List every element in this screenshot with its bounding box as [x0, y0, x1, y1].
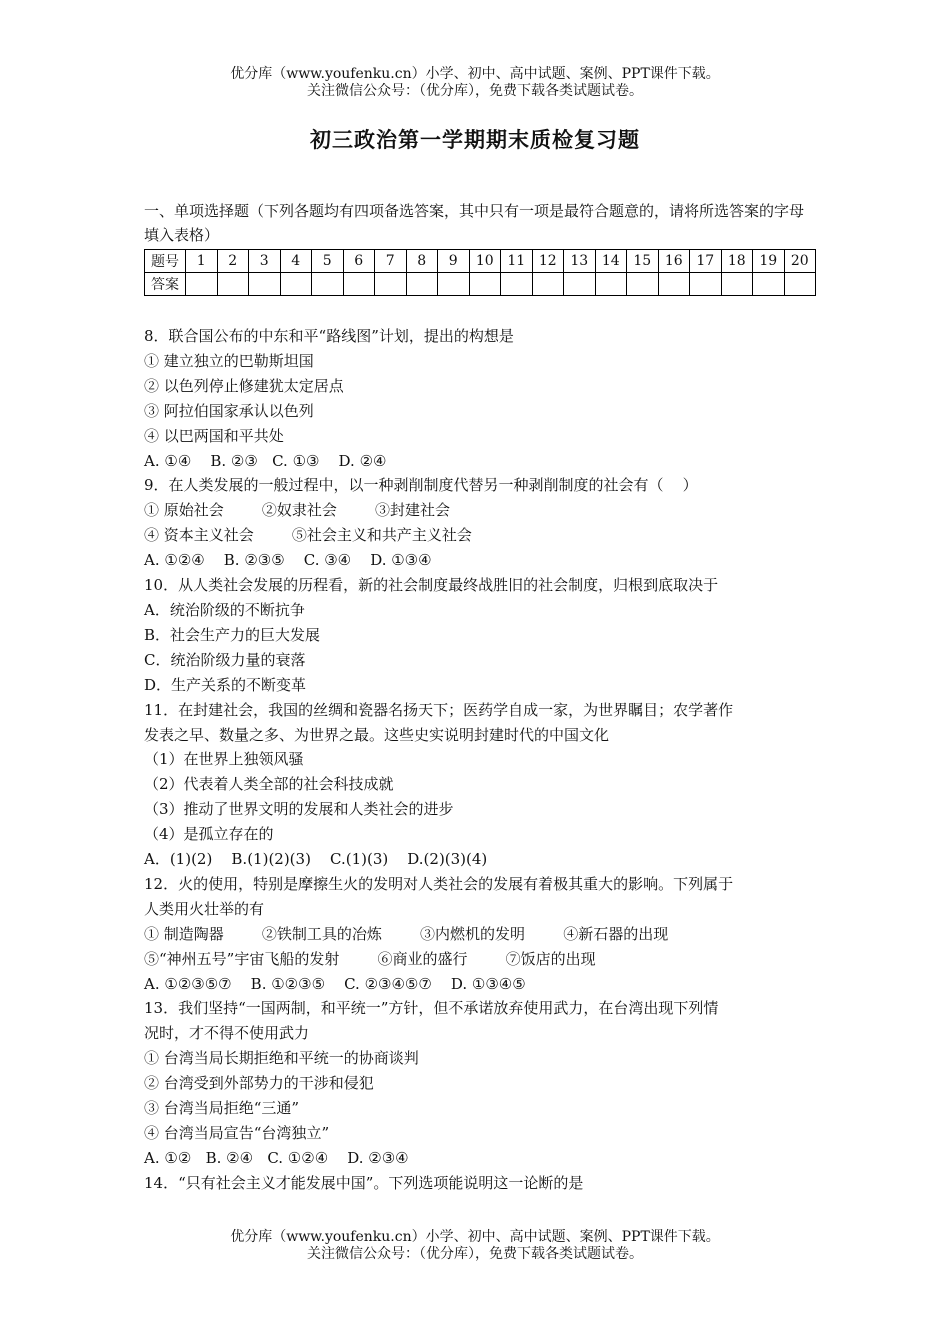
page-title: 初三政治第一学期期末质检复习题 — [310, 127, 640, 152]
question-line: 11．在封建社会，我国的丝绸和瓷器名扬天下；医药学自成一家，为世界瞩目；农学著作 — [144, 700, 734, 719]
question-line: A．(1)(2) B.(1)(2)(3) C.(1)(3) D.(2)(3)(4) — [144, 850, 488, 869]
question-line: ② 台湾受到外部势力的干涉和侵犯 — [144, 1074, 374, 1093]
question-number-cell: 2 — [217, 250, 249, 273]
answer-cell[interactable] — [469, 273, 501, 296]
question-number-cell: 9 — [438, 250, 470, 273]
question-line: A. ①② B. ②④ C. ①②④ D. ②③④ — [144, 1148, 409, 1167]
answer-cell[interactable] — [501, 273, 533, 296]
question-line: 13．我们坚持“一国两制，和平统一”方针，但不承诺放弃使用武力，在台湾出现下列情 — [144, 999, 719, 1018]
answer-cell[interactable] — [658, 273, 690, 296]
row-label-number: 题号 — [145, 250, 186, 273]
question-number-cell: 7 — [375, 250, 407, 273]
question-line: （2）代表着人类全部的社会科技成就 — [144, 775, 394, 794]
question-number-cell: 4 — [280, 250, 312, 273]
question-line: 人类用火壮举的有 — [144, 899, 265, 918]
question-line: C．统治阶级力量的衰落 — [144, 650, 306, 669]
question-number-cell: 5 — [312, 250, 344, 273]
question-line: A．统治阶级的不断抗争 — [144, 600, 305, 619]
question-number-cell: 1 — [186, 250, 218, 273]
question-number-cell: 18 — [721, 250, 753, 273]
answer-table-answer-row — [145, 273, 816, 296]
question-number-cell: 3 — [249, 250, 281, 273]
question-line: ③ 台湾当局拒绝“三通” — [144, 1099, 300, 1118]
question-list — [144, 324, 814, 1196]
question-number-cell: 12 — [532, 250, 564, 273]
footer-line-1: 优分库（www.youfenku.cn）小学、初中、高中试题、案例、PPT课件下载。 — [230, 1229, 720, 1245]
question-line: ④ 以巴两国和平共处 — [144, 426, 284, 445]
answer-cell[interactable] — [784, 273, 816, 296]
question-number-cell: 20 — [784, 250, 816, 273]
question-line: 12．火的使用，特别是摩擦生火的发明对人类社会的发展有着极其重大的影响。下列属于 — [144, 874, 734, 893]
question-line: ① 台湾当局长期拒绝和平统一的协商谈判 — [144, 1049, 419, 1068]
answer-cell[interactable] — [312, 273, 344, 296]
question-line: 发表之早、数量之多、为世界之最。这些史实说明封建时代的中国文化 — [144, 725, 610, 744]
answer-cell[interactable] — [595, 273, 627, 296]
answer-table — [144, 249, 816, 296]
question-line: A. ①②④ B. ②③⑤ C. ③④ D. ①③④ — [144, 551, 432, 570]
question-line: （4）是孤立存在的 — [144, 825, 274, 844]
question-number-cell: 6 — [343, 250, 375, 273]
question-number-cell: 10 — [469, 250, 501, 273]
answer-cell[interactable] — [627, 273, 659, 296]
header-line-2: 关注微信公众号：（优分库），免费下载各类试题试卷。 — [307, 83, 643, 99]
question-line: A. ①④ B. ②③ C. ①③ D. ②④ — [144, 451, 387, 470]
question-line: 9．在人类发展的一般过程中，以一种剥削制度代替另一种剥削制度的社会有（ ） — [144, 476, 698, 495]
answer-cell[interactable] — [280, 273, 312, 296]
question-line: D．生产关系的不断变革 — [144, 675, 307, 694]
question-number-cell: 8 — [406, 250, 438, 273]
page-footer — [0, 1229, 950, 1263]
answer-table-number-row — [145, 250, 816, 273]
question-line: 况时，才不得不使用武力 — [144, 1024, 310, 1043]
question-line: ① 制造陶器 ②铁制工具的冶炼 ③内燃机的发明 ④新石器的出现 — [144, 924, 669, 943]
answer-cell[interactable] — [721, 273, 753, 296]
question-number-cell: 16 — [658, 250, 690, 273]
answer-cell[interactable] — [690, 273, 722, 296]
question-line: ⑤“神州五号”宇宙飞船的发射 ⑥商业的盛行 ⑦饭店的出现 — [144, 949, 596, 968]
section-heading: 一、单项选择题（下列各题均有四项备选答案，其中只有一项是最符合题意的，请将所选答案的字母填入表格） — [144, 202, 805, 244]
question-line: B．社会生产力的巨大发展 — [144, 625, 321, 644]
question-number-cell: 17 — [690, 250, 722, 273]
question-line: ④ 台湾当局宣告“台湾独立” — [144, 1124, 330, 1142]
answer-cell[interactable] — [249, 273, 281, 296]
question-line: （3）推动了世界文明的发展和人类社会的进步 — [144, 800, 454, 819]
answer-cell[interactable] — [186, 273, 218, 296]
answer-cell[interactable] — [217, 273, 249, 296]
document-body — [144, 199, 814, 1196]
question-number-cell: 14 — [595, 250, 627, 273]
answer-cell[interactable] — [564, 273, 596, 296]
question-line: ② 以色列停止修建犹太定居点 — [144, 376, 344, 395]
question-number-cell: 15 — [627, 250, 659, 273]
answer-cell[interactable] — [406, 273, 438, 296]
question-number-cell: 13 — [564, 250, 596, 273]
question-line: ① 建立独立的巴勒斯坦国 — [144, 351, 314, 370]
answer-cell[interactable] — [375, 273, 407, 296]
row-label-answer: 答案 — [145, 273, 186, 296]
footer-line-2: 关注微信公众号：（优分库），免费下载各类试题试卷。 — [307, 1246, 643, 1262]
page-header — [0, 66, 950, 100]
question-line: ① 原始社会 ②奴隶社会 ③封建社会 — [144, 501, 451, 520]
answer-cell[interactable] — [532, 273, 564, 296]
question-number-cell: 11 — [501, 250, 533, 273]
question-line: A. ①②③⑤⑦ B. ①②③⑤ C. ②③④⑤⑦ D. ①③④⑤ — [144, 974, 526, 993]
question-line: 14．“只有社会主义才能发展中国”。下列选项能说明这一论断的是 — [144, 1173, 584, 1192]
answer-cell[interactable] — [438, 273, 470, 296]
question-line: 8．联合国公布的中东和平“路线图”计划，提出的构想是 — [144, 327, 514, 345]
question-number-cell: 19 — [753, 250, 785, 273]
question-line: ④ 资本主义社会 ⑤社会主义和共产主义社会 — [144, 526, 472, 545]
answer-cell[interactable] — [343, 273, 375, 296]
header-line-1: 优分库（www.youfenku.cn）小学、初中、高中试题、案例、PPT课件下载。 — [230, 66, 720, 82]
question-line: 10．从人类社会发展的历程看，新的社会制度最终战胜旧的社会制度，归根到底取决于 — [144, 576, 719, 595]
question-line: （1）在世界上独领风骚 — [144, 750, 304, 769]
question-line: ③ 阿拉伯国家承认以色列 — [144, 401, 314, 420]
answer-cell[interactable] — [753, 273, 785, 296]
